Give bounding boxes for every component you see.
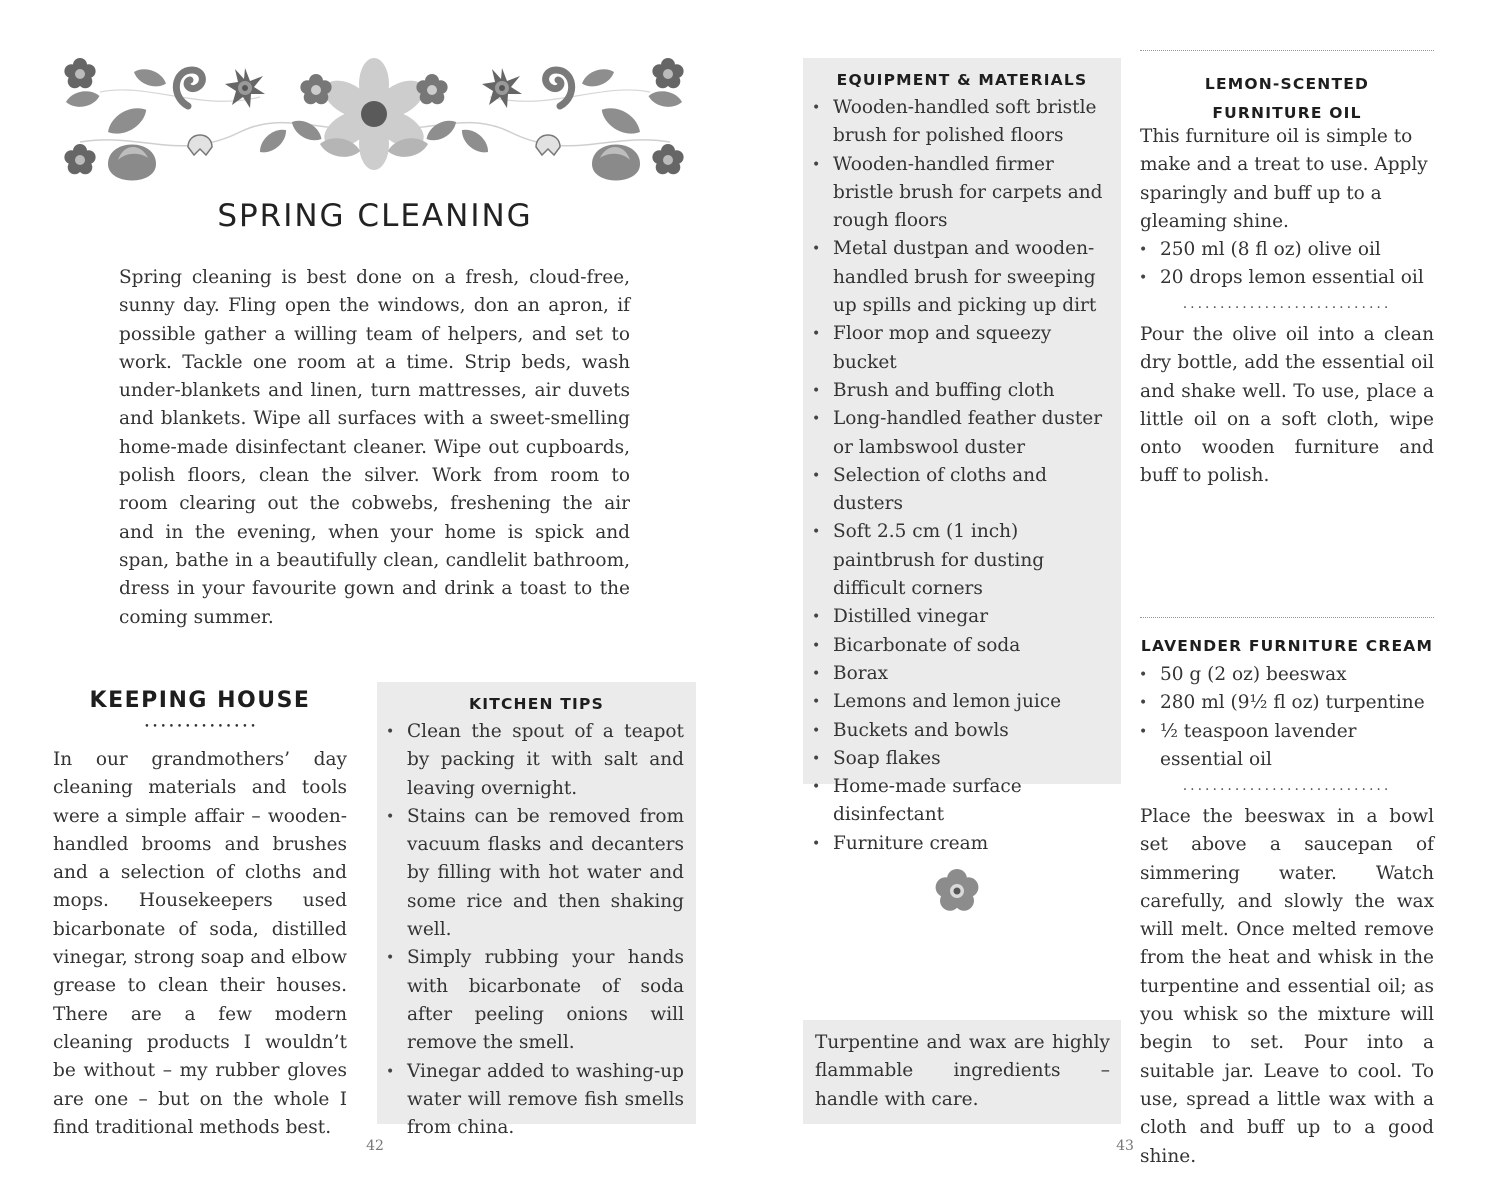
equipment-heading: EQUIPMENT & MATERIALS bbox=[836, 71, 1088, 89]
kitchen-tips-list bbox=[377, 718, 684, 1142]
list-item: • ½ teaspoon lavender essential oil bbox=[1130, 718, 1436, 775]
list-item: • 50 g (2 oz) beeswax bbox=[1130, 661, 1436, 689]
list-item: • 20 drops lemon essential oil bbox=[1130, 264, 1436, 292]
list-item: • Soap flakes bbox=[803, 745, 1113, 773]
list-item: • 250 ml (8 fl oz) olive oil bbox=[1130, 236, 1436, 264]
lemon-oil-heading-line2: FURNITURE OIL bbox=[1212, 104, 1362, 122]
list-item: • Long-handled feather duster or lambswool duster bbox=[803, 405, 1113, 462]
list-item: • Furniture cream bbox=[803, 830, 1113, 858]
lemon-oil-heading bbox=[1140, 70, 1434, 128]
warning-panel bbox=[803, 1020, 1121, 1124]
equipment-list bbox=[803, 94, 1113, 858]
lemon-oil-heading-line1: LEMON-SCENTED bbox=[1204, 75, 1370, 93]
list-item: • Wooden-handled soft bristle brush for polished floors bbox=[803, 94, 1113, 151]
keeping-house-heading: KEEPING HOUSE bbox=[89, 688, 311, 713]
list-item: • Wooden-handled firmer bristle brush for carpets and rough floors bbox=[803, 151, 1113, 236]
list-item: • 280 ml (9½ fl oz) turpentine bbox=[1130, 689, 1436, 717]
lemon-oil-ingredients bbox=[1130, 236, 1436, 293]
list-item: • Bicarbonate of soda bbox=[803, 632, 1113, 660]
page-number: 42 bbox=[366, 1138, 384, 1154]
lemon-oil-method: Pour the olive oil into a clean dry bottle, add the essential oil and shake well. To use, place a little oil on a soft cloth, wipe onto wooden furniture and buff to polish. bbox=[1140, 324, 1434, 487]
warning-text: Turpentine and wax are highly flammable ingredients – handle with care. bbox=[815, 1032, 1110, 1110]
keeping-house-divider: • • • • • • • • • • • • • • bbox=[144, 722, 256, 732]
list-item: • Distilled vinegar bbox=[803, 603, 1113, 631]
list-item: • Selection of cloths and dusters bbox=[803, 462, 1113, 519]
list-item: • Floor mop and squeezy bucket bbox=[803, 320, 1113, 377]
kitchen-tips-panel bbox=[377, 682, 696, 1139]
kitchen-tips-heading: KITCHEN TIPS bbox=[469, 695, 604, 713]
list-item: • Buckets and bowls bbox=[803, 717, 1113, 745]
list-item: • Soft 2.5 cm (1 inch) paintbrush for dusting difficult corners bbox=[803, 518, 1113, 603]
spring-cleaning-intro: Spring cleaning is best done on a fresh, cloud-free, sunny day. Fling open the windows, don an apron, if possible gather a willing team of helpers, and set to work. Tackle one room at a time. Strip beds, wash under-blankets and linen, turn mattresses, air duvets and blankets. Wipe all surfaces with a sweet-smelling home-made disinfectant cleaner. Wipe out cupboards, polish floors, clean the silver. Work from room to room clearing out the cobwebs, freshening the air and in the evening, when your home is spick and span, bathe in a beautifully clean, candlelit bathroom, dress in your favourite gown and drink a toast to the coming summer. bbox=[119, 267, 630, 628]
lemon-oil-divider: ............................ bbox=[1182, 296, 1392, 312]
floral-ornament-illustration bbox=[60, 52, 690, 202]
list-item: • Simply rubbing your hands with bicarbonate of soda after peeling onions will remove the smell. bbox=[377, 944, 684, 1057]
list-item: • Stains can be removed from vacuum flasks and decanters by filling with hot water and some rice and then shaking well. bbox=[377, 803, 684, 944]
list-item: • Home-made surface disinfectant bbox=[803, 773, 1113, 830]
list-item: • Clean the spout of a teapot by packing it with salt and leaving overnight. bbox=[377, 718, 684, 803]
section-divider bbox=[1140, 50, 1434, 51]
list-item: • Vinegar added to washing-up water will remove fish smells from china. bbox=[377, 1058, 684, 1143]
list-item: • Metal dustpan and wooden-handled brush for sweeping up spills and picking up dirt bbox=[803, 235, 1113, 320]
list-item: • Borax bbox=[803, 660, 1113, 688]
equipment-panel bbox=[803, 58, 1121, 854]
lavender-cream-heading: LAVENDER FURNITURE CREAM bbox=[1140, 637, 1434, 655]
page-title: SPRING CLEANING bbox=[217, 198, 533, 234]
lemon-oil-intro: This furniture oil is simple to make and a treat to use. Apply sparingly and buff up to a gleaming shine. bbox=[1140, 126, 1428, 232]
flower-icon bbox=[933, 867, 981, 915]
lavender-cream-divider: ............................ bbox=[1182, 778, 1392, 794]
keeping-house-body: In our grandmothers’ day cleaning materials and tools were a simple affair – wooden-handled brooms and brushes and a selection of cloths and mops. Housekeepers used bicarbonate of soda, distilled vinegar, strong soap and elbow grease to clean their houses. There are a few modern cleaning products I wouldn’t be without – my rubber gloves are one – but on the whole I find traditional methods best. bbox=[53, 749, 347, 1138]
list-item: • Brush and buffing cloth bbox=[803, 377, 1113, 405]
lavender-cream-ingredients bbox=[1130, 661, 1436, 774]
section-divider bbox=[1140, 617, 1434, 618]
page-number: 43 bbox=[1116, 1138, 1134, 1154]
lavender-cream-method: Place the beeswax in a bowl set above a saucepan of simmering water. Watch carefully, and slowly the wax will melt. Once melted remove from the heat and whisk in the turpentine and essential oil; as you whisk so the mixture will begin to set. Pour into a suitable jar. Leave to cool. To use, spread a little wax with a cloth and buff up to a good shine. bbox=[1140, 806, 1434, 1167]
list-item: • Lemons and lemon juice bbox=[803, 688, 1113, 716]
